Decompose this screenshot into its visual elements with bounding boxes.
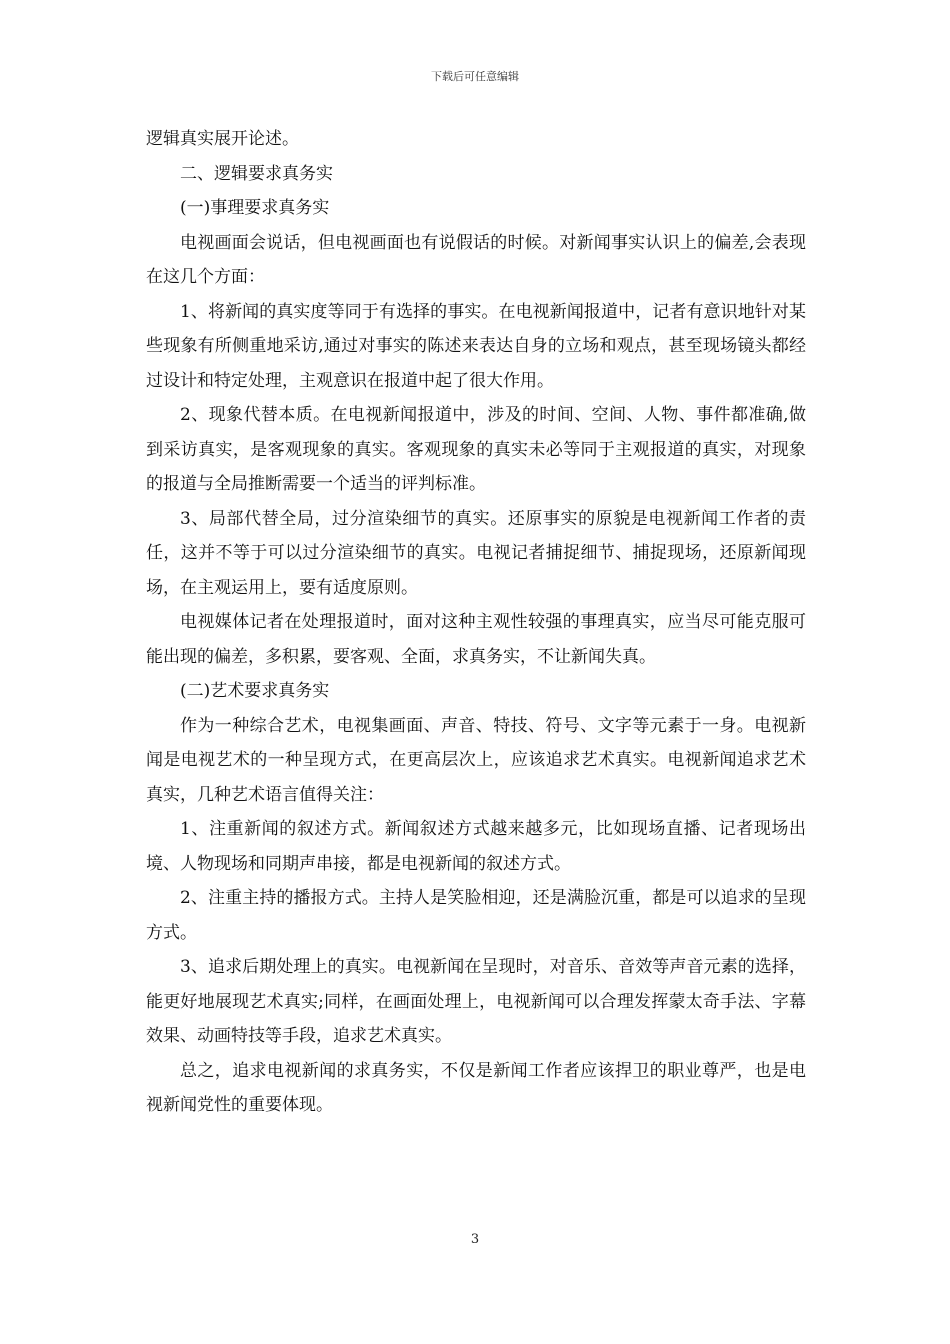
list-item-paragraph: 3、追求后期处理上的真实。电视新闻在呈现时，对音乐、音效等声音元素的选择，能更好地展现艺术真实;同样，在画面处理上，电视新闻可以合理发挥蒙太奇手法、字幕效果、动画特技等手段，追求艺术真实。	[146, 957, 806, 1046]
paragraph-continuation: 逻辑真实展开论述。	[146, 129, 299, 149]
section-heading-2: 二、逻辑要求真务实	[180, 163, 333, 184]
subsection-heading-2: (二)艺术要求真务实	[180, 681, 330, 701]
list-item-paragraph: 1、注重新闻的叙述方式。新闻叙述方式越来越多元，比如现场直播、记者现场出境、人物现场和同期声串接，都是电视新闻的叙述方式。	[146, 819, 806, 874]
list-item-paragraph: 3、局部代替全局，过分渲染细节的真实。还原事实的原貌是电视新闻工作者的责任，这并不等于可以过分渲染细节的真实。电视记者捕捉细节、捕捉现场，还原新闻现场，在主观运用上，要有适度原则。	[146, 508, 806, 598]
conclusion-paragraph: 总之，追求电视新闻的求真务实，不仅是新闻工作者应该捍卫的职业尊严，也是电视新闻党性的重要体现。	[146, 1060, 806, 1115]
list-item-paragraph: 2、现象代替本质。在电视新闻报道中，涉及的时间、空间、人物、事件都准确,做到采访真实，是客观现象的真实。客观现象的真实未必等同于主观报道的真实，对现象的报道与全局推断需要一个适当的评判标准。	[146, 405, 806, 494]
paragraph: 电视画面会说话，但电视画面也有说假话的时候。对新闻事实认识上的偏差,会表现在这几个方面：	[146, 232, 806, 287]
list-item-paragraph: 1、将新闻的真实度等同于有选择的事实。在电视新闻报道中，记者有意识地针对某些现象有所侧重地采访,通过对事实的陈述来表达自身的立场和观点，甚至现场镜头都经过设计和特定处理，主观意识在报道中起了很大作用。	[146, 301, 806, 391]
page-number: 3	[470, 1232, 480, 1247]
paragraph: 电视媒体记者在处理报道时，面对这种主观性较强的事理真实，应当尽可能克服可能出现的偏差，多积累，要客观、全面，求真务实，不让新闻失真。	[146, 612, 806, 667]
subsection-heading-1: (一)事理要求真务实	[180, 198, 330, 218]
list-item-paragraph: 2、注重主持的播报方式。主持人是笑脸相迎，还是满脸沉重，都是可以追求的呈现方式。	[146, 888, 806, 943]
document-body	[146, 122, 806, 1123]
paragraph: 作为一种综合艺术，电视集画面、声音、特技、符号、文字等元素于一身。电视新闻是电视艺术的一种呈现方式，在更高层次上，应该追求艺术真实。电视新闻追求艺术真实，几种艺术语言值得关注：	[146, 715, 806, 805]
page-header: 下载后可任意编辑	[431, 70, 519, 83]
